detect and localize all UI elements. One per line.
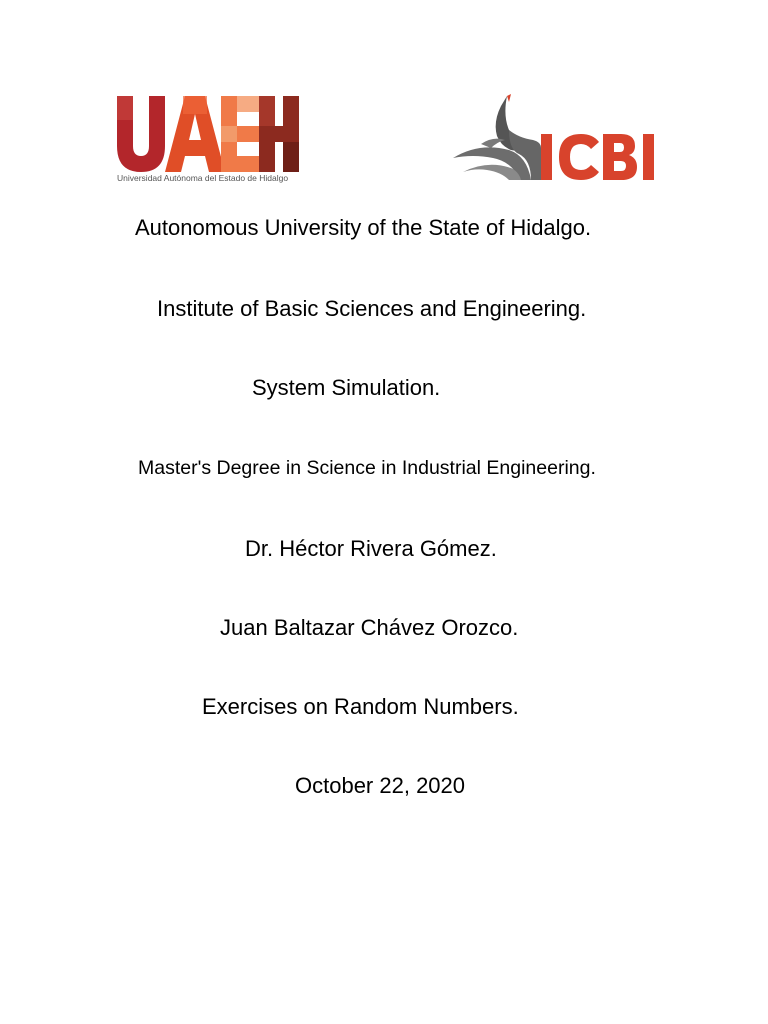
institute-name: Institute of Basic Sciences and Engineering.: [157, 296, 587, 321]
course-name: System Simulation.: [252, 375, 441, 400]
professor-name: Dr. Héctor Rivera Gómez.: [245, 536, 497, 561]
degree-program: Master's Degree in Science in Industrial Engineering.: [138, 457, 596, 479]
uaeh-logo-graphic: [115, 94, 301, 172]
assignment-title: Exercises on Random Numbers.: [202, 694, 519, 719]
icbi-logo-graphic: [449, 92, 665, 184]
student-name: Juan Baltazar Chávez Orozco.: [220, 615, 519, 640]
university-name: Autonomous University of the State of Hidalgo.: [135, 215, 592, 240]
document-date: October 22, 2020: [295, 773, 466, 798]
uaeh-logo: [115, 94, 301, 184]
uaeh-caption: Universidad Autónoma del Estado de Hidalgo: [117, 173, 289, 183]
icbi-logo: [449, 92, 665, 184]
